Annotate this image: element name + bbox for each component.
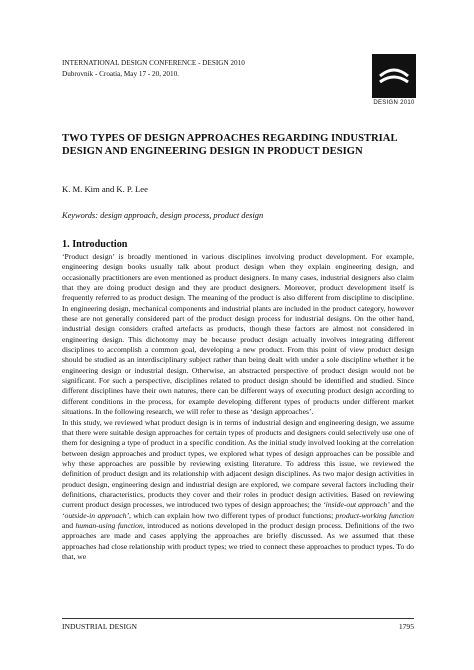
conference-name: INTERNATIONAL DESIGN CONFERENCE - DESIGN 2010 bbox=[62, 59, 245, 67]
page-number: 1795 bbox=[398, 622, 414, 631]
conference-location-date: Dubrovnik - Croatia, May 17 - 20, 2010. bbox=[62, 69, 179, 78]
paper-title: TWO TYPES OF DESIGN APPROACHES REGARDING INDUSTRIAL DESIGN AND ENGINEERING DESIGN IN PRODUCT DESIGN bbox=[62, 133, 397, 157]
para2-text-a: In this study, we reviewed what product design is in terms of industrial design and engineering design, we assume that there were suitable design approaches for certain types of products and designers could selectively use one of them for designing a type of product in a specific condition. As the initial study involved looking at the correlation between design approaches and product types, we explored what types of design approaches can be possible and why these approaches are possible by reviewing existing literature. To address this issue, we reviewed the definition of product design and its relationship with adjacent design disciplines. As two major design activities in product design, engineering design and industrial design are explored, we compare several factors including their definitions, characteristics, products they cover and their roles in product design activities. Based on reviewing current product design processes, we introduced two types of design approaches; the bbox=[62, 417, 414, 510]
footer-section-name: INDUSTRIAL DESIGN bbox=[62, 622, 138, 631]
inside-out-approach-term: ‘inside-out approach’ bbox=[323, 500, 390, 510]
product-working-function-term: product-working function bbox=[335, 510, 414, 520]
conference-header bbox=[62, 58, 245, 79]
para2-text-d: and bbox=[62, 520, 76, 530]
paragraph-2 bbox=[62, 418, 414, 563]
footer-rule bbox=[62, 618, 414, 619]
outside-in-approach-term: ‘outside-in approach’ bbox=[62, 510, 129, 520]
logo-caption: DESIGN 2010 bbox=[373, 100, 415, 106]
body-text bbox=[62, 252, 414, 562]
paper-keywords: Keywords: design approach, design process, product design bbox=[62, 211, 264, 220]
paragraph-1: ‘Product design’ is broadly mentioned in various disciplines involving product development. For example, engineering design books usually talk about product design when they explain engineering design, and occasionally practitioners are even mentioned as product designers. In many cases, industrial designers also claim that they are doing product design and they are product designers. Moreover, product development itself is frequently referred to as product design. The meaning of the product is also different from discipline to discipline. In engineering design, mechanical components and industrial plants are included in the product category, however these are not generally considered part of the product design process for industrial designs. On the other hand, industrial design considers crafted artefacts as products, though these factors are almost not considered in engineering design. This dichotomy may be because product design actually involves integrating different disciplines to accomplish a common goal, developing a new product. From this point of view product design should be studied as an interdisciplinary subject rather than being dealt with under a sole discipline whether it be engineering design or industrial design. Otherwise, an abstracted perspective of product design would not be significant. For such a perspective, disciplines related to product design should be identified and studied. Since different disciplines have their own natures, there can be different ways of executing product design according to different conditions in the process, for example developing different types of products under different market situations. In the following research, we will refer to these as ‘design approaches’. bbox=[62, 252, 414, 417]
human-using-function-term: human-using function bbox=[75, 520, 143, 530]
section-heading: 1. Introduction bbox=[62, 239, 128, 250]
para2-text-e: , introduced as notions developed in the product design process. Definitions of the two approaches are made and cases applying the approaches are briefly discussed. As we assumed that these approaches had close relationship with product types; we tried to connect these approaches to product types. To do that, we bbox=[62, 520, 414, 561]
paper-authors: K. M. Kim and K. P. Lee bbox=[62, 184, 148, 194]
para2-text-c: , which can explain how two different types of product functions; bbox=[129, 510, 336, 520]
design-2010-logo bbox=[372, 54, 416, 98]
para2-text-b: and the bbox=[389, 500, 415, 510]
